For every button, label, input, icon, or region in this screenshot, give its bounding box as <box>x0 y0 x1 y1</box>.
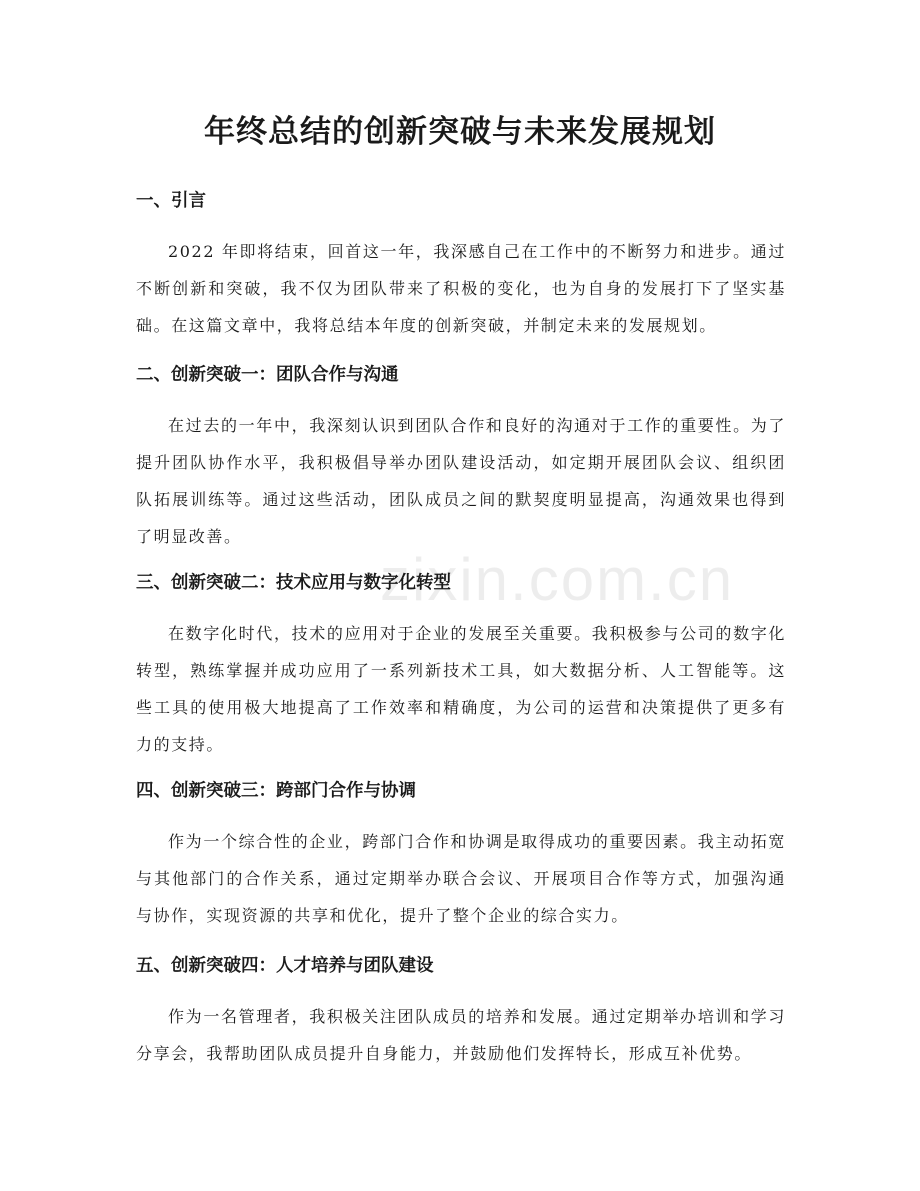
section-paragraph: 2022 年即将结束，回首这一年，我深感自己在工作中的不断努力和进步。通过不断创新和突破，我不仅为团队带来了积极的变化，也为自身的发展打下了坚实基础。在这篇文章中，我将总结本年度的创新突破，并制定未来的发展规划。 <box>136 242 786 335</box>
section-technology <box>136 569 786 763</box>
watermark: zixin.com.cn <box>380 546 735 613</box>
section-paragraph: 作为一名管理者，我积极关注团队成员的培养和发展。通过定期举办培训和学习分享会，我帮助团队成员提升自身能力，并鼓励他们发挥特长，形成互补优势。 <box>136 1007 786 1063</box>
document-title: 年终总结的创新突破与未来发展规划 <box>204 114 716 150</box>
section-teamwork <box>136 361 786 555</box>
section-heading: 五、创新突破四：人才培养与团队建设 <box>136 956 434 976</box>
section-heading: 一、引言 <box>136 191 206 211</box>
section-paragraph: 作为一个综合性的企业，跨部门合作和协调是取得成功的重要因素。我主动拓宽与其他部门的合作关系，通过定期举办联合会议、开展项目合作等方式，加强沟通与协作，实现资源的共享和优化，提升了整个企业的综合实力。 <box>136 832 786 925</box>
section-talent <box>136 952 786 1072</box>
section-heading: 二、创新突破一：团队合作与沟通 <box>136 365 399 385</box>
section-introduction <box>136 187 786 344</box>
section-heading: 四、创新突破三：跨部门合作与协调 <box>136 781 416 801</box>
section-heading: 三、创新突破二：技术应用与数字化转型 <box>136 573 451 593</box>
section-cross-department <box>136 777 786 934</box>
section-paragraph: 在数字化时代，技术的应用对于企业的发展至关重要。我积极参与公司的数字化转型，熟练掌握并成功应用了一系列新技术工具，如大数据分析、人工智能等。这些工具的使用极大地提高了工作效率和精确度，为公司的运营和决策提供了更多有力的支持。 <box>136 624 786 754</box>
section-paragraph: 在过去的一年中，我深刻认识到团队合作和良好的沟通对于工作的重要性。为了提升团队协作水平，我积极倡导举办团队建设活动，如定期开展团队会议、组织团队拓展训练等。通过这些活动，团队成员之间的默契度明显提高，沟通效果也得到了明显改善。 <box>136 416 786 546</box>
